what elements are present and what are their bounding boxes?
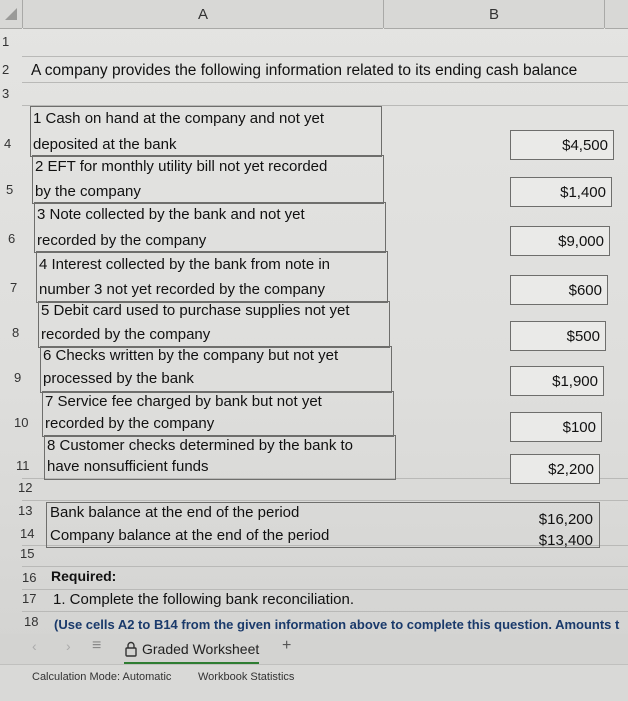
item-line: 7 Service fee charged by bank but not yet [45,393,322,410]
required-label[interactable]: Required: [51,568,117,584]
item-line: number 3 not yet recorded by the company [39,281,325,298]
item-line: 2 EFT for monthly utility bill not yet recorded [35,158,328,175]
item-line: processed by the bank [43,370,194,387]
item-line: recorded by the company [41,326,211,343]
item-line: 6 Checks written by the company but not yet [43,347,339,364]
amount-cell[interactable]: $500 [510,321,606,351]
column-header-b[interactable]: B [384,0,604,29]
item-line: 8 Customer checks determined by the bank to [47,437,353,454]
amount-cell[interactable]: $600 [510,275,608,305]
row-number[interactable]: 8 [12,325,20,340]
row-number[interactable]: 4 [4,136,12,151]
note-text[interactable]: (Use cells A2 to B14 from the given information above to complete this question. Amounts t [54,617,620,632]
sheet-tab-label: Graded Worksheet [142,641,260,657]
instruction-text[interactable]: 1. Complete the following bank reconciliation. [53,591,355,608]
row-number[interactable]: 7 [10,280,18,295]
row-number[interactable]: 14 [20,526,35,541]
row-number[interactable]: 5 [6,182,14,197]
row-number[interactable]: 15 [20,546,35,561]
sheet-tab-graded-worksheet[interactable] [124,636,259,665]
amount-cell[interactable]: $1,900 [510,366,604,396]
workbook-statistics[interactable]: Workbook Statistics [198,671,295,683]
row-number[interactable]: 6 [8,231,16,246]
sheet-tab-bar [0,634,628,664]
amount-cell[interactable]: $100 [510,412,602,442]
company-balance-label: Company balance at the end of the period [50,527,330,544]
amount-cell[interactable]: $4,500 [510,130,614,160]
row-number[interactable]: 2 [2,62,10,77]
item-line: 4 Interest collected by the bank from note in [39,256,330,273]
column-header-c[interactable] [605,0,628,29]
amount-cell[interactable]: $9,000 [510,226,610,256]
row-number[interactable]: 12 [18,480,33,495]
add-sheet-button[interactable]: + [282,637,292,654]
corner-select-all[interactable] [0,0,22,29]
scroll-right-icon[interactable]: › [66,638,71,654]
item-line: recorded by the company [37,232,207,249]
sheet-list-icon[interactable]: ≡ [92,637,102,654]
row-number[interactable]: 17 [22,591,37,606]
row-number[interactable]: 1 [2,34,10,49]
lock-icon [124,641,138,657]
item-line: have nonsufficient funds [47,458,209,475]
item-line: by the company [35,183,141,200]
select-all-triangle-icon [3,6,19,22]
scroll-left-icon[interactable]: ‹ [32,638,37,654]
column-header-a[interactable]: A [23,0,383,29]
row-number[interactable]: 9 [14,370,22,385]
item-line: deposited at the bank [33,136,177,153]
row-number[interactable]: 13 [18,503,33,518]
bank-balance-label: Bank balance at the end of the period [50,504,300,521]
item-line: 1 Cash on hand at the company and not yet [33,110,325,127]
company-balance-amount[interactable]: $13,400 [538,531,593,549]
amount-cell[interactable]: $1,400 [510,177,612,207]
item-line: 5 Debit card used to purchase supplies not yet [41,302,350,319]
item-line: recorded by the company [45,415,215,432]
row-number[interactable]: 10 [14,415,29,430]
row-number[interactable]: 3 [2,86,10,101]
bank-balance-amount[interactable]: $16,200 [538,511,593,528]
row-number[interactable]: 16 [22,570,37,585]
amount-cell[interactable]: $2,200 [510,454,600,484]
status-bar [0,664,628,701]
row-number[interactable]: 11 [16,458,30,473]
calculation-mode[interactable]: Calculation Mode: Automatic [32,671,172,683]
item-line: 3 Note collected by the bank and not yet [37,206,305,223]
row-number[interactable]: 18 [24,614,39,629]
title-cell[interactable]: A company provides the following information related to its ending cash balance [31,62,578,79]
